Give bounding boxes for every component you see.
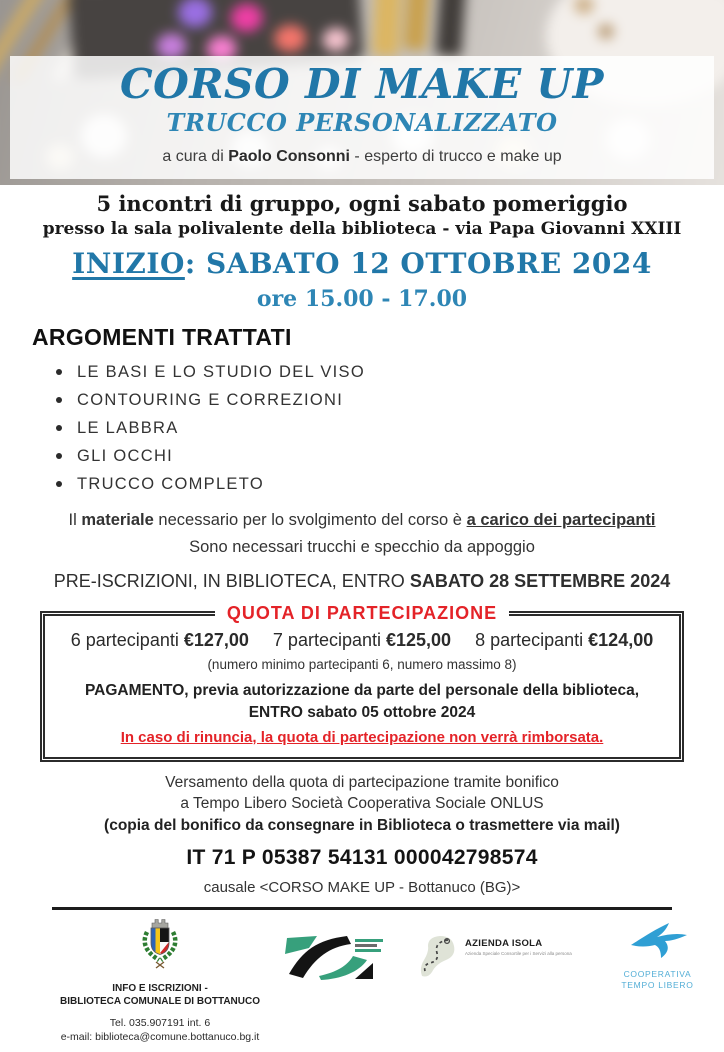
materials-charge: a carico dei partecipanti <box>466 511 656 529</box>
tempo-libero-line2: TEMPO LIBERO <box>621 979 694 990</box>
participation-fee-box <box>40 603 684 761</box>
price-value: €124,00 <box>588 630 654 651</box>
azienda-isola-title: AZIENDA ISOLA <box>465 938 543 950</box>
price-label: 6 partecipanti <box>70 630 179 651</box>
price-value: €125,00 <box>386 630 452 651</box>
bird-icon <box>627 920 689 962</box>
contact-block <box>55 1016 265 1044</box>
price-label: 7 partecipanti <box>272 630 381 651</box>
azienda-isola-logo <box>420 934 610 978</box>
topics-heading: ARGOMENTI TRATTATI <box>32 324 292 350</box>
iban-number: IT 71 P 05387 54131 000042798574 <box>186 845 538 869</box>
transfer-copy-note: (copia del bonifico da consegnare in Biblioteca o trasmettere via mail) <box>104 817 620 835</box>
list-item: LE LABBRA <box>56 419 724 438</box>
tempo-libero-text <box>600 969 715 990</box>
page-title: CORSO DI MAKE UP <box>120 60 604 108</box>
municipal-crest-icon <box>136 916 184 974</box>
participants-note: (numero minimo partecipanti 6, numero massimo 8) <box>207 657 517 673</box>
price-option <box>475 630 653 651</box>
footer-divider <box>52 907 672 910</box>
email-address: e-mail: biblioteca@comune.bottanuco.bg.it <box>60 1031 260 1044</box>
title-panel <box>10 56 714 179</box>
tempo-libero-logo <box>600 920 715 990</box>
info-label <box>55 982 265 1008</box>
refund-warning: In caso di rinuncia, la quota di partecipazione non verrà rimborsata. <box>120 728 604 746</box>
list-item: TRUCCO COMPLETO <box>56 475 724 494</box>
byline-prefix: a cura di <box>162 148 229 166</box>
byline <box>10 148 714 166</box>
sb-logo-icon <box>283 934 387 980</box>
topics-section <box>32 324 724 494</box>
materials-prefix: Il <box>68 511 82 529</box>
page-subtitle: TRUCCO PERSONALIZZATO <box>166 108 558 138</box>
transfer-line1: Versamento della quota di partecipazione tramite bonifico <box>165 773 559 791</box>
start-date-line <box>0 247 724 280</box>
preregistration-prefix: PRE-ISCRIZIONI, IN BIBLIOTECA, ENTRO <box>53 571 410 592</box>
azienda-isola-subtitle: Azienda Speciale Consortile per i Servizi alla persona <box>465 951 572 957</box>
meetings-line: 5 incontri di gruppo, ogni sabato pomeriggio <box>96 191 628 216</box>
transfer-line2: a Tempo Libero Società Cooperativa Sociale ONLUS <box>180 795 544 813</box>
library-info-block <box>55 916 265 1044</box>
phone-number: Tel. 035.907191 int. 6 <box>109 1017 211 1030</box>
price-option <box>273 630 451 651</box>
start-label: INIZIO <box>72 247 185 280</box>
azienda-isola-map-icon <box>420 934 458 978</box>
byline-author: Paolo Consonni <box>228 148 350 166</box>
header-photo <box>0 0 724 185</box>
materials-line <box>0 507 724 534</box>
payment-deadline-line: ENTRO sabato 05 ottobre 2024 <box>248 703 476 721</box>
materials-needed-line: Sono necessari trucchi e specchio da appoggio <box>189 538 535 557</box>
preregistration-line <box>0 571 724 592</box>
price-value: €127,00 <box>183 630 249 651</box>
azienda-isola-text <box>465 934 572 978</box>
info-line2: BIBLIOTECA COMUNALE DI BOTTANUCO <box>60 996 260 1008</box>
topics-list <box>56 363 724 494</box>
list-item: LE BASI E LO STUDIO DEL VISO <box>56 363 724 382</box>
bank-transfer-section <box>0 772 724 898</box>
preregistration-deadline: SABATO 28 SETTEMBRE 2024 <box>409 571 671 592</box>
start-date: : SABATO 12 OTTOBRE 2024 <box>184 247 652 280</box>
footer <box>0 914 724 1052</box>
list-item: CONTOURING E CORREZIONI <box>56 391 724 410</box>
materials-section <box>0 507 724 561</box>
materials-keyword: materiale <box>81 511 154 529</box>
time-line: ore 15.00 - 17.00 <box>256 286 468 312</box>
location-line: presso la sala polivalente della biblioteca - via Papa Giovanni XXIII <box>42 219 682 239</box>
price-label: 8 partecipanti <box>475 630 584 651</box>
list-item: GLI OCCHI <box>56 447 724 466</box>
byline-suffix: - esperto di trucco e make up <box>349 148 562 166</box>
price-row <box>59 630 665 651</box>
transfer-reason: causale <CORSO MAKE UP - Bottanuco (BG)> <box>203 879 521 897</box>
library-system-logo <box>283 934 387 985</box>
tempo-libero-line1: COOPERATIVA <box>623 969 692 980</box>
intro-section <box>0 191 724 312</box>
participation-fee-title: QUOTA DI PARTECIPAZIONE <box>226 603 498 624</box>
payment-authorization-line: PAGAMENTO, previa autorizzazione da parte del personale della biblioteca, <box>84 682 640 700</box>
materials-middle: necessario per lo svolgimento del corso è <box>153 511 467 529</box>
price-option <box>71 630 249 651</box>
info-line1: INFO E ISCRIZIONI - <box>112 983 208 995</box>
